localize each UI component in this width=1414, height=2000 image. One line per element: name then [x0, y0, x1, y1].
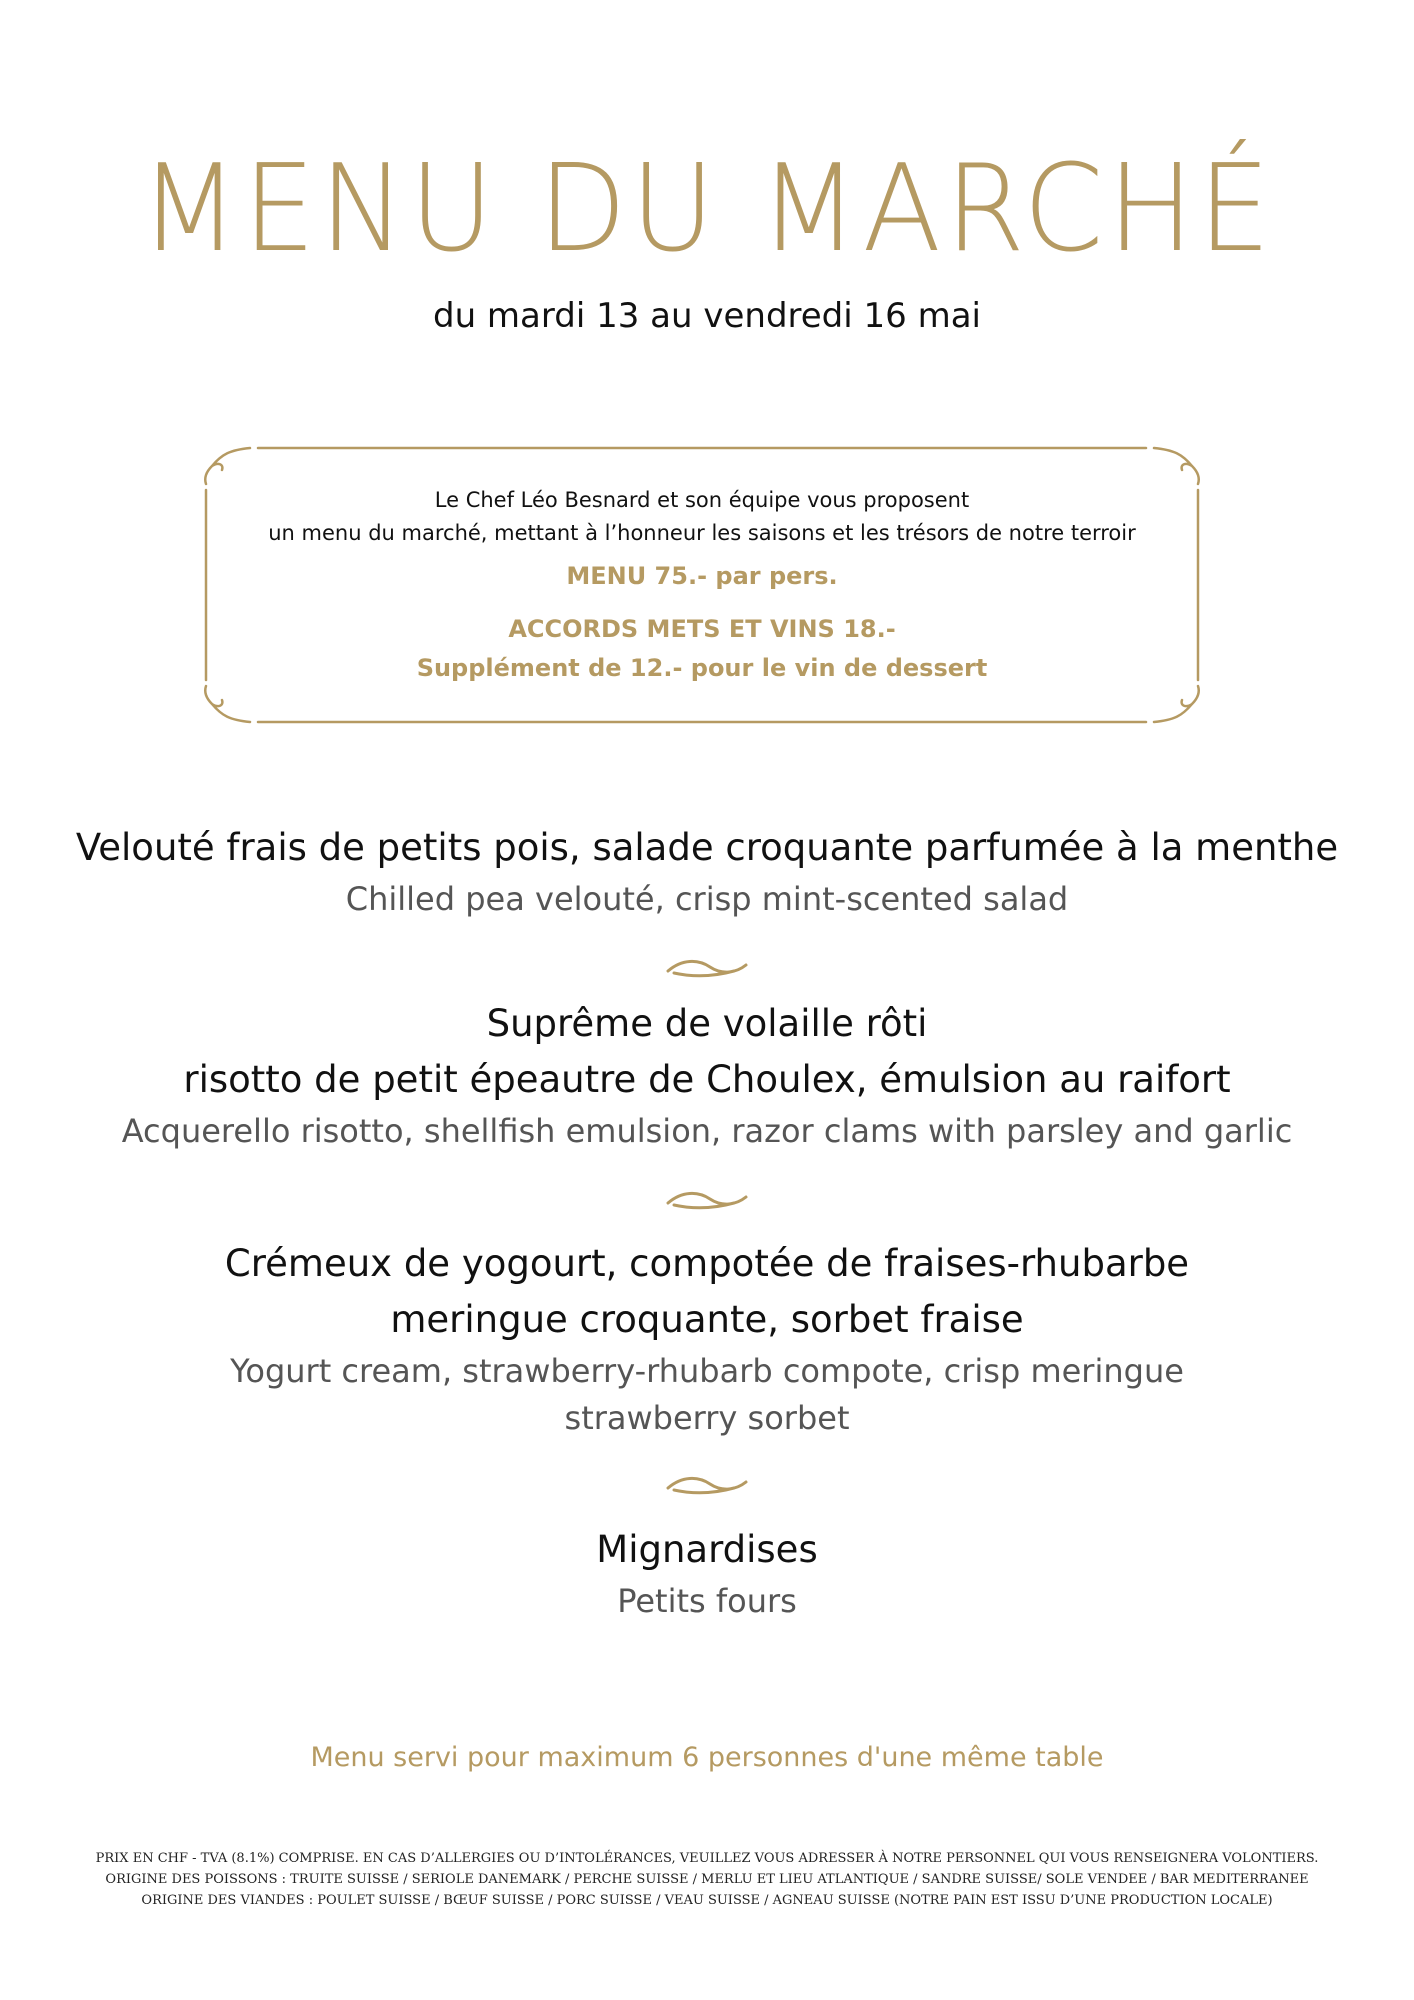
- course-starter: [40, 820, 1374, 923]
- course-main: [40, 996, 1374, 1155]
- course-description-en: Chilled pea velouté, crisp mint-scented salad: [345, 880, 1069, 918]
- course-description-en: Petits fours: [617, 1582, 797, 1620]
- menu-price: MENU 75.- par pers.: [566, 562, 838, 590]
- flourish-divider: [664, 953, 750, 983]
- menu-title: MENU DU MARCHÉ: [139, 140, 1275, 279]
- course-title-fr: Suprême de volaille rôti: [486, 1002, 928, 1045]
- intro-text: [200, 484, 1204, 550]
- course-dessert: [40, 1236, 1374, 1442]
- course-subtitle-fr: risotto de petit épeautre de Choulex, émulsion au raifort: [183, 1058, 1231, 1101]
- intro-line-1: Le Chef Léo Besnard et son équipe vous proposent: [434, 488, 970, 512]
- course-title-fr: Mignardises: [596, 1528, 818, 1571]
- pairing-price: ACCORDS METS ET VINS 18.-: [508, 615, 896, 643]
- course-title-fr: Velouté frais de petits pois, salade croquante parfumée à la menthe: [75, 826, 1339, 869]
- legal-fine-print: [0, 1848, 1414, 1911]
- flourish-divider: [664, 1470, 750, 1500]
- menu-dates: du mardi 13 au vendredi 16 mai: [432, 296, 981, 336]
- fine-print-line-2: ORIGINE DES POISSONS : TRUITE SUISSE / SERIOLE DANEMARK / PERCHE SUISSE / MERLU ET LIEU ATLANTIQUE / SANDRE SUISSE/ SOLE VENDEE / BAR MEDITERRANEE: [105, 1872, 1309, 1887]
- table-size-note: Menu servi pour maximum 6 personnes d'une même table: [310, 1742, 1104, 1773]
- course-description-en-2: strawberry sorbet: [564, 1399, 850, 1437]
- intro-line-2: un menu du marché, mettant à l’honneur les saisons et les trésors de notre terroir: [268, 521, 1136, 545]
- flourish-divider: [664, 1185, 750, 1215]
- course-title-fr: Crémeux de yogourt, compotée de fraises-rhubarbe: [224, 1242, 1190, 1285]
- course-description-en: Acquerello risotto, shellfish emulsion, razor clams with parsley and garlic: [121, 1112, 1293, 1150]
- fine-print-line-3: ORIGINE DES VIANDES : POULET SUISSE / BŒUF SUISSE / PORC SUISSE / VEAU SUISSE / AGNEAU SUISSE (NOTRE PAIN EST ISSU D’UNE PRODUCTION LOCALE): [141, 1893, 1273, 1908]
- dessert-wine-supplement: Supplément de 12.- pour le vin de dessert: [416, 654, 988, 682]
- course-subtitle-fr: meringue croquante, sorbet fraise: [390, 1298, 1024, 1341]
- course-description-en: Yogurt cream, strawberry-rhubarb compote, crisp meringue: [230, 1352, 1184, 1390]
- course-mignardises: [40, 1522, 1374, 1625]
- fine-print-line-1: PRIX EN CHF - TVA (8.1%) COMPRISE. EN CAS D’ALLERGIES OU D’INTOLÉRANCES, VEUILLEZ VOUS ADRESSER À NOTRE PERSONNEL QUI VOUS RENSEIGNERA VOLONTIERS.: [95, 1851, 1319, 1866]
